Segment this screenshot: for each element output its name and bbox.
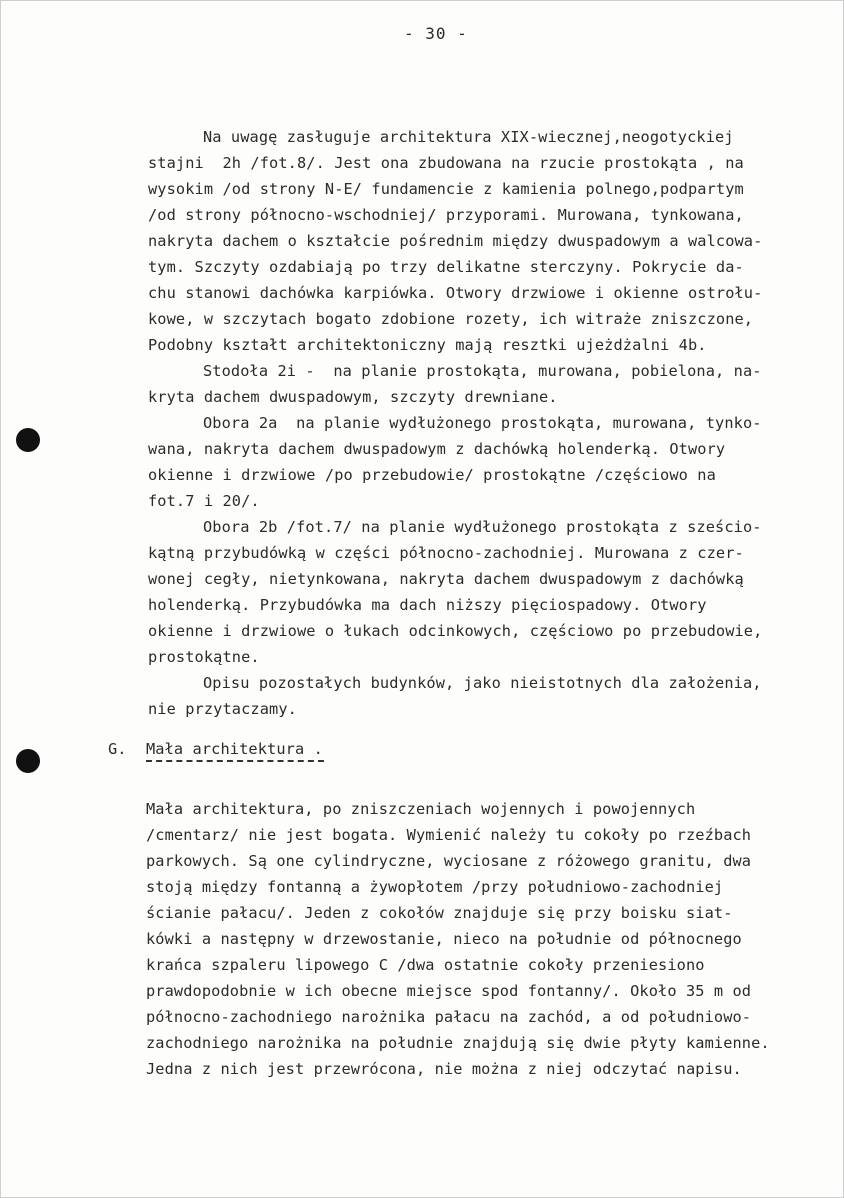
text-line: ścianie pałacu/. Jeden z cokołów znajduje się przy boisku siat- bbox=[146, 904, 733, 922]
text-line: Obora 2b /fot.7/ na planie wydłużonego prostokąta z sześcio- bbox=[203, 518, 762, 536]
text-line: kątną przybudówką w części północno-zachodniej. Murowana z czer- bbox=[148, 544, 744, 562]
text-line: fot.7 i 20/. bbox=[148, 492, 260, 510]
text-line: zachodniego narożnika na południe znajdują się dwie płyty kamienne. bbox=[146, 1034, 770, 1052]
text-line: Obora 2a na planie wydłużonego prostokąta, murowana, tynko- bbox=[203, 414, 762, 432]
section-letter: G. bbox=[108, 740, 127, 758]
text-line: okienne i drzwiowe o łukach odcinkowych, częściowo po przebudowie, bbox=[148, 622, 763, 640]
text-line: kowe, w szczytach bogato zdobione rozety, ich witraże zniszczone, bbox=[148, 310, 754, 328]
text-line: Jedna z nich jest przewrócona, nie można z niej odczytać napisu. bbox=[146, 1060, 742, 1078]
text-line: /od strony północno-wschodniej/ przyporami. Murowana, tynkowana, bbox=[148, 206, 744, 224]
section-title-underline bbox=[146, 760, 324, 762]
text-line: prawdopodobnie w ich obecne miejsce spod fontanny/. Około 35 m od bbox=[146, 982, 752, 1000]
section-title: Mała architektura . bbox=[146, 740, 323, 758]
text-line: nie przytaczamy. bbox=[148, 700, 297, 718]
text-line: tym. Szczyty ozdabiają po trzy delikatne sterczyny. Pokrycie da- bbox=[148, 258, 744, 276]
text-line: Opisu pozostałych budynków, jako nieistotnych dla założenia, bbox=[203, 674, 762, 692]
punch-hole-top bbox=[16, 428, 40, 452]
text-line: północno-zachodniego narożnika pałacu na zachód, a od południowo- bbox=[146, 1008, 752, 1026]
page-number: - 30 - bbox=[404, 24, 468, 43]
text-line: stoją między fontanną a żywopłotem /przy południowo-zachodniej bbox=[146, 878, 724, 896]
text-line: krańca szpaleru lipowego C /dwa ostatnie cokoły przeniesiono bbox=[146, 956, 705, 974]
text-line: nakryta dachem o kształcie pośrednim między dwuspadowym a walcowa- bbox=[148, 232, 763, 250]
text-line: chu stanowi dachówka karpiówka. Otwory drzwiowe i okienne ostrołu- bbox=[148, 284, 763, 302]
text-line: parkowych. Są one cylindryczne, wyciosane z różowego granitu, dwa bbox=[146, 852, 752, 870]
text-line: wysokim /od strony N-E/ fundamencie z kamienia polnego,podpartym bbox=[148, 180, 744, 198]
text-line: kówki a następny w drzewostanie, nieco na południe od północnego bbox=[146, 930, 742, 948]
text-line: prostokątne. bbox=[148, 648, 260, 666]
text-line: holenderką. Przybudówka ma dach niższy pięciospadowy. Otwory bbox=[148, 596, 707, 614]
text-line: Mała architektura, po zniszczeniach wojennych i powojennych bbox=[146, 800, 696, 818]
text-line: Stodoła 2i - na planie prostokąta, murowana, pobielona, na- bbox=[203, 362, 762, 380]
text-line: Na uwagę zasługuje architektura XIX-wiecznej,neogotyckiej bbox=[203, 128, 734, 146]
punch-hole-bottom bbox=[16, 749, 40, 773]
text-line: wana, nakryta dachem dwuspadowym z dachówką holenderką. Otwory bbox=[148, 440, 726, 458]
text-line: Podobny kształt architektoniczny mają resztki ujeżdżalni 4b. bbox=[148, 336, 707, 354]
text-line: stajni 2h /fot.8/. Jest ona zbudowana na rzucie prostokąta , na bbox=[148, 154, 744, 172]
text-line: kryta dachem dwuspadowym, szczyty drewniane. bbox=[148, 388, 558, 406]
text-line: okienne i drzwiowe /po przebudowie/ prostokątne /częściowo na bbox=[148, 466, 716, 484]
text-line: /cmentarz/ nie jest bogata. Wymienić należy tu cokoły po rzeźbach bbox=[146, 826, 752, 844]
text-line: wonej cegły, nietynkowana, nakryta dachem dwuspadowym z dachówką bbox=[148, 570, 744, 588]
